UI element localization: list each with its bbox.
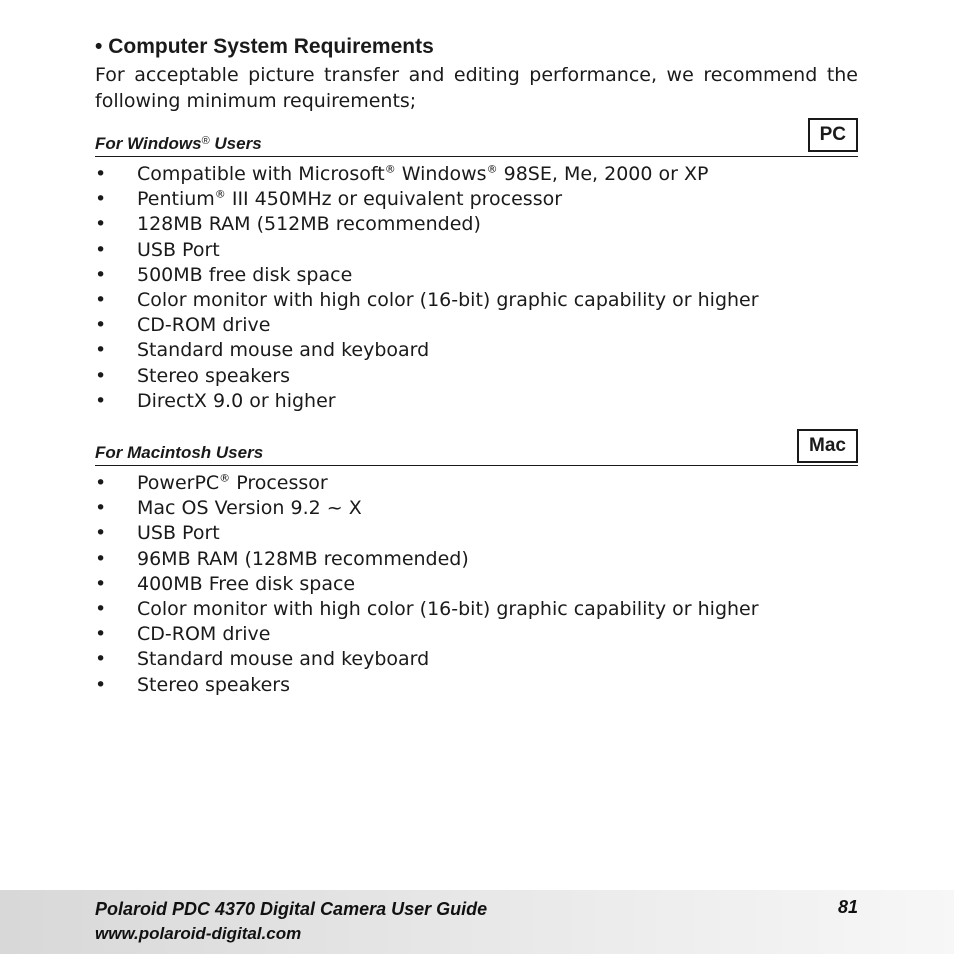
bullet-icon: • [95,314,107,337]
list-item [95,521,858,546]
list-item-text: Standard mouse and keyboard [137,339,430,362]
list-item-text: Stereo speakers [137,364,290,387]
registered-mark: ® [384,162,396,176]
mac-subsection-header [95,430,858,466]
windows-subsection-title [95,134,262,154]
list-item-text: Pentium® III 450MHz or equivalent processor [137,187,563,211]
bullet-icon: • [95,472,107,495]
bullet-icon: • [95,673,107,696]
list-item [95,572,858,597]
list-item [95,389,858,414]
list-item [95,597,858,622]
section-heading [95,32,858,62]
bullet-icon: • [95,648,107,671]
list-item [95,471,858,496]
windows-title-pre: For Windows [95,134,202,153]
bullet-icon: • [95,188,107,211]
footer-guide-title: Polaroid PDC 4370 Digital Camera User Guide [95,899,488,919]
list-item-text: USB Port [137,238,220,261]
bullet-icon: • [95,289,107,312]
bullet-icon: • [95,339,107,362]
list-item [95,288,858,313]
list-item-text: PowerPC® Processor [137,471,328,495]
pc-badge: PC [808,118,858,152]
bullet-icon: • [95,213,107,236]
list-item-text: Standard mouse and keyboard [137,648,430,671]
mac-badge: Mac [797,429,858,463]
registered-mark: ® [214,187,226,201]
footer-url: www.polaroid-digital.com [95,924,302,943]
bullet-icon: • [95,364,107,387]
windows-subsection-header [95,124,858,157]
bullet-icon: • [95,263,107,286]
list-item [95,238,858,263]
list-item-text: USB Port [137,522,220,545]
mac-subsection-title: For Macintosh Users [95,443,264,463]
bullet-icon: • [95,497,107,520]
heading-bullet: • [95,35,103,58]
list-item-text: Color monitor with high color (16-bit) graphic capability or higher [137,289,759,312]
list-item [95,162,858,187]
list-item-text: CD-ROM drive [137,314,271,337]
list-item [95,547,858,572]
list-item [95,647,858,672]
bullet-icon: • [95,522,107,545]
list-item-text: DirectX 9.0 or higher [137,389,336,412]
registered-mark: ® [219,471,231,485]
list-item-text: 96MB RAM (128MB recommended) [137,547,469,570]
list-item [95,673,858,698]
list-item-text: 400MB Free disk space [137,572,356,595]
list-item [95,338,858,363]
bullet-icon: • [95,238,107,261]
page-footer [0,890,954,954]
list-item [95,187,858,212]
list-item [95,212,858,237]
heading-text: Computer System Requirements [108,35,434,58]
bullet-icon: • [95,598,107,621]
list-item-text: CD-ROM drive [137,623,271,646]
list-item [95,496,858,521]
intro-paragraph: For acceptable picture transfer and editing performance, we recommend the following minimum requirements; [95,64,858,112]
list-item-text: Compatible with Microsoft® Windows® 98SE, Me, 2000 or XP [137,162,709,185]
bullet-icon: • [95,163,107,185]
windows-requirements-list [95,162,858,414]
list-item-text: Stereo speakers [137,673,290,696]
list-item [95,263,858,288]
registered-mark: ® [201,135,210,147]
list-item [95,313,858,338]
list-item [95,622,858,647]
list-item-text: 128MB RAM (512MB recommended) [137,213,481,236]
list-item [95,364,858,389]
page-content [95,32,858,698]
bullet-icon: • [95,572,107,595]
bullet-icon: • [95,623,107,646]
registered-mark: ® [486,162,498,176]
windows-title-post: Users [209,134,262,153]
mac-requirements-list [95,471,858,698]
list-item-text: Color monitor with high color (16-bit) graphic capability or higher [137,598,759,621]
bullet-icon: • [95,547,107,570]
page-number: 81 [837,897,858,917]
list-item-text: 500MB free disk space [137,263,353,286]
bullet-icon: • [95,389,107,412]
list-item-text: Mac OS Version 9.2 ~ X [137,497,362,520]
